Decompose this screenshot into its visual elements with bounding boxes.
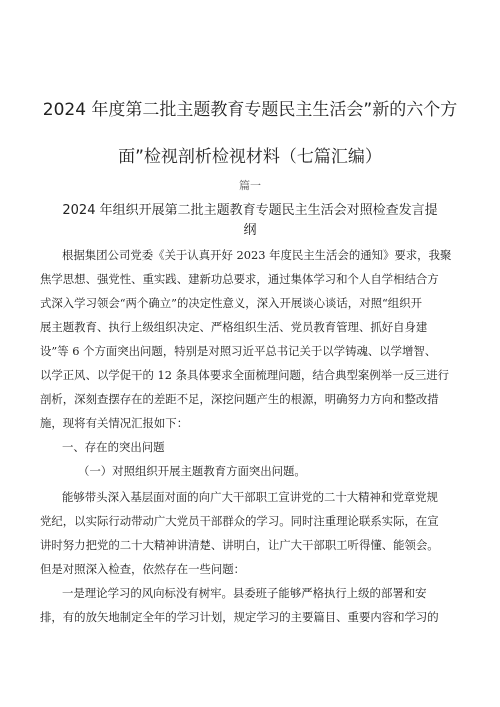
body-line: 排，有的放矢地制定全年的学习计划，规定学习的主要篇目、重要内容和学习的 <box>40 610 439 624</box>
section-label: 篇一 <box>239 179 261 192</box>
body-line: 施，现将有关情况汇报如下： <box>40 416 189 430</box>
body-line: 设”等 6 个方面突出问题，特别是对照习近平总书记关于以学铸魂、以学增智、 <box>40 344 437 358</box>
body-line: 党纪，以实际行动带动广大党员干部群众的学习。同时注重理论联系实际，在宣 <box>40 514 439 528</box>
body-line: 以学正风、以学促干的 12 条具体要求全面梳理问题，结合典型案例举一反三进行 <box>40 368 450 382</box>
body-line: 但是对照深入检查，依然存在一些问题： <box>40 562 246 576</box>
body-line: 根据集团公司党委《关于认真开好 2023 年度民主生活会的通知》要求，我聚 <box>62 248 452 262</box>
body-line: 式深入学习领会“两个确立”的决定性意义，深入开展谈心谈话，对照“组织开 <box>40 296 422 310</box>
body-line: 焦学思想、强党性、重实践、建新功总要求，通过集体学习和个人自学相结合方 <box>40 272 439 286</box>
body-line: 能够带头深入基层面对面的向广大干部职工宣讲党的二十大精神和党章党规 <box>62 490 438 504</box>
subtitle-line-2: 纲 <box>243 223 257 238</box>
body-line: 一是理论学习的风向标没有树牢。县委班子能够严格执行上级的部署和安 <box>62 586 427 600</box>
document-title-line-1: 2024 年度第二批主题教育专题民主生活会”新的六个方 <box>42 100 458 120</box>
document-title-line-2: 面”检视剖析检视材料（七篇汇编） <box>118 147 382 167</box>
body-line: 剖析，深刻查摆存在的差距不足，深挖问题产生的根源，明确努力方向和整改措 <box>40 392 439 406</box>
section-heading: 一、存在的突出问题 <box>62 440 165 454</box>
body-line: 展主题教育、执行上级组织决定、严格组织生活、党员教育管理、抓好自身建 <box>40 320 428 334</box>
subsection-heading: （一）对照组织开展主题教育方面突出问题。 <box>78 464 306 478</box>
subtitle-line-1: 2024 年组织开展第二批主题教育专题民主生活会对照检查发言提 <box>62 203 438 218</box>
body-line: 讲时努力把党的二十大精神讲清楚、讲明白，让广大干部职工听得懂、能领会。 <box>40 538 439 552</box>
